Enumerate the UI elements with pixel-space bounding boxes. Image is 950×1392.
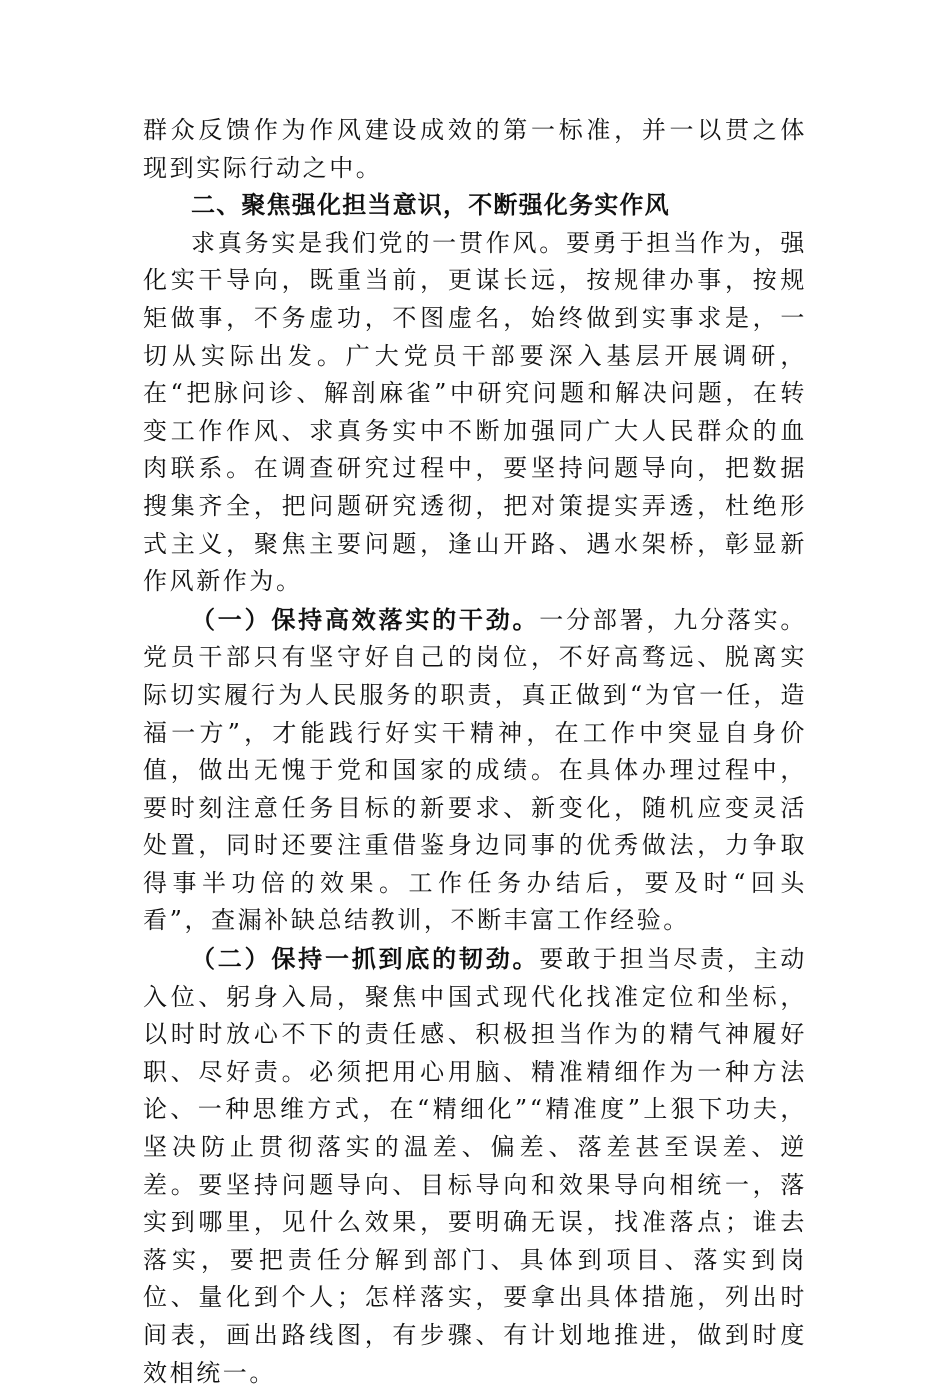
intro-continuation-paragraph: 群众反馈作为作风建设成效的第一标准，并一以贯之体现到实际行动之中。 [143, 116, 807, 182]
point-one-paragraph [143, 601, 807, 940]
point-two-paragraph [143, 940, 807, 1392]
point-two-body: 要敢于担当尽责，主动入位、躬身入局，聚焦中国式现代化找准定位和坐标，以时时放心不下的责任感、积极担当作为的精气神履好职、尽好责。必须把用心用脑、精准精细作为一种方法论、一种思维方式，在“精细化”“精准度”上狠下功夫，坚决防止贯彻落实的温差、偏差、落差甚至误差、逆差。要坚持问题导向、目标导向和效果导向相统一，落实到哪里，见什么效果，要明确无误，找准落点；谁去落实，要把责任分解到部门、具体到项目、落实到岗位、量化到个人；怎样落实，要拿出具体措施，列出时间表，画出路线图，有步骤、有计划地推进，做到时度效相统一。 [143, 945, 807, 1387]
section-intro-paragraph: 求真务实是我们党的一贯作风。要勇于担当作为，强化实干导向，既重当前，更谋长远，按规律办事，按规矩做事，不务虚功，不图虚名，始终做到实事求是，一切从实际出发。广大党员干部要深入基层开展调研，在“把脉问诊、解剖麻雀”中研究问题和解决问题，在转变工作作风、求真务实中不断加强同广大人民群众的血肉联系。在调查研究过程中，要坚持问题导向，把数据搜集齐全，把问题研究透彻，把对策提实弄透，杜绝形式主义，聚焦主要问题，逢山开路、遇水架桥，彰显新作风新作为。 [143, 228, 807, 596]
point-one-body: 一分部署，九分落实。党员干部只有坚守好自己的岗位，不好高骛远、脱离实际切实履行为人民服务的职责，真正做到“为官一任，造福一方”，才能践行好实干精神，在工作中突显自身价值，做出无愧于党和国家的成绩。在具体办理过程中，要时刻注意任务目标的新要求、新变化，随机应变灵活处置，同时还要注重借鉴身边同事的优秀做法，力争取得事半功倍的效果。工作任务办结后，要及时“回头看”，查漏补缺总结教训，不断丰富工作经验。 [143, 605, 807, 935]
point-one-lead: （一）保持高效落实的干劲。 [191, 604, 540, 634]
document-page [143, 112, 807, 1392]
section-heading: 二、聚焦强化担当意识，不断强化务实作风 [191, 191, 670, 220]
point-two-lead: （二）保持一抓到底的韧劲。 [191, 944, 540, 974]
